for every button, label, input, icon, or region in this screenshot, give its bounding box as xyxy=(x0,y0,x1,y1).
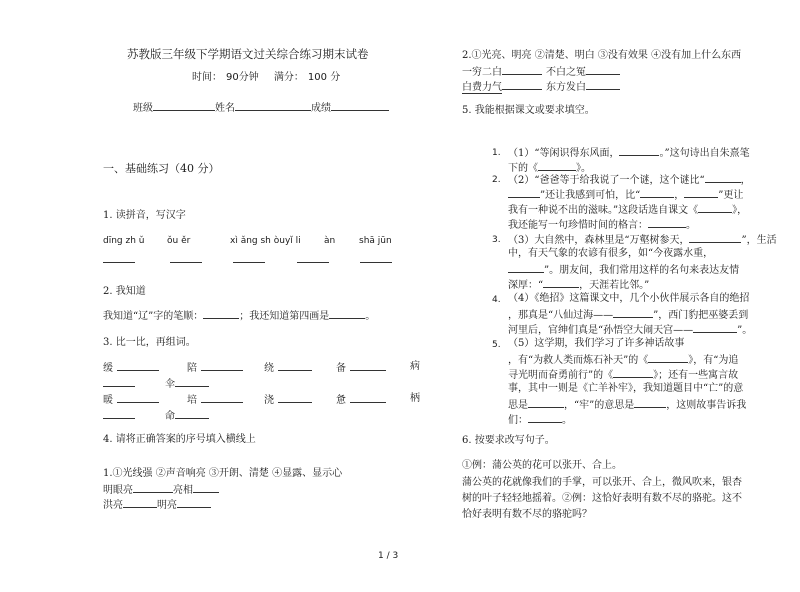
q5-item-5-line-2 xyxy=(508,352,738,367)
question-6-title: 6. 按要求改写句子。 xyxy=(462,435,555,446)
q5-text: ，天涯若比邻。” xyxy=(579,280,650,291)
q3-blank[interactable] xyxy=(350,360,386,371)
q2-blank[interactable] xyxy=(329,308,365,319)
q4-2-line-3 xyxy=(462,79,620,94)
q5-blank[interactable] xyxy=(528,412,562,423)
q3-row-2 xyxy=(336,392,386,407)
pinyin-5: shā jūn xyxy=(359,236,392,246)
score-label: 满分： xyxy=(273,72,304,83)
pinyin-answer-blank[interactable] xyxy=(103,252,135,263)
q3-row-1 xyxy=(187,360,243,375)
q3-char: 伞 xyxy=(165,379,175,390)
q5-item-2-line-2 xyxy=(508,187,743,202)
q4-word: 明亮 xyxy=(157,500,177,511)
q4-options-2: 2.①光亮、明亮 ②清楚、明白 ③没有效果 ④没有加上什么东西 xyxy=(462,50,742,61)
q4-blank[interactable] xyxy=(133,482,173,493)
q3-char: 暖 xyxy=(103,395,113,406)
item-number: 3. xyxy=(492,235,501,245)
q3-row-1 xyxy=(336,360,386,375)
q4-blank[interactable] xyxy=(123,497,157,508)
q5-item-5-line-6 xyxy=(508,412,572,427)
question-1-title: 1. 读拼音，写汉字 xyxy=(103,210,186,221)
q5-item-3-line-1 xyxy=(508,232,777,247)
q5-text: 寻光明而奋勇前行”的《 xyxy=(508,370,614,381)
q3-row-1 xyxy=(103,360,159,375)
q5-text: （1）“等闲识得东风面， xyxy=(508,148,620,159)
q3-blank[interactable] xyxy=(103,376,135,387)
q5-text: ”还让我感到可怕，比“ xyxy=(540,190,641,201)
pinyin-answer-blank[interactable] xyxy=(170,252,202,263)
q5-item-2-line-1 xyxy=(508,172,751,187)
q5-item-2-line-4 xyxy=(508,217,696,232)
q3-char: 陪 xyxy=(187,363,197,374)
q3-blank[interactable] xyxy=(103,408,135,419)
q5-text: （3）大自然中，森林里是“万壑树参天， xyxy=(508,235,690,246)
item-number: 1. xyxy=(492,148,501,158)
q5-text: 们： xyxy=(508,415,528,426)
q5-item-4-line-2 xyxy=(508,307,748,322)
q4-2-blank[interactable] xyxy=(502,79,542,90)
q5-blank[interactable] xyxy=(613,307,653,318)
q5-item-5-line-4: 事，其中一则是《亡羊补牢》，我知道题目中“亡”的意 xyxy=(508,383,744,394)
grade-blank[interactable] xyxy=(331,100,389,111)
q5-text: ”。 xyxy=(737,325,753,336)
student-info-line xyxy=(133,100,389,115)
pinyin-4: àn xyxy=(324,236,336,246)
question-3-title: 3. 比一比，再组词。 xyxy=(103,337,196,348)
q5-blank[interactable] xyxy=(508,262,544,273)
q3-row-2 xyxy=(264,392,312,407)
q4-word: 亮相 xyxy=(173,485,193,496)
question-2-title: 2. 我知道 xyxy=(103,286,146,297)
q5-text: ，那真是“八仙过海—— xyxy=(508,310,614,321)
q5-item-5-line-1: （5）这学期，我们学习了许多神话故事 xyxy=(508,338,685,349)
q3-blank[interactable] xyxy=(278,360,312,371)
class-label: 班级 xyxy=(133,103,153,114)
q3-blank[interactable] xyxy=(350,392,386,403)
q5-text: 。 xyxy=(686,220,696,231)
q4-2-word: 东方发白 xyxy=(546,82,586,93)
q5-text: 》，有“为追 xyxy=(688,355,739,366)
q5-item-5-line-3 xyxy=(508,367,738,382)
page-title: 苏教版三年级下学期语文过关综合练习期末试卷 xyxy=(127,47,369,61)
grade-label: 成绩 xyxy=(311,103,331,114)
pinyin-answer-blank[interactable] xyxy=(233,252,265,263)
q5-text: ”。朋友间，我们常用这样的名句来表达友情 xyxy=(544,265,740,276)
q5-text: ， xyxy=(674,190,685,201)
q3-row-1b xyxy=(103,376,209,391)
q2-text-a: 我知道“辽”字的笔顺： xyxy=(103,311,204,322)
q5-blank[interactable] xyxy=(698,202,732,213)
q3-blank[interactable] xyxy=(278,392,312,403)
q3-char: 病 xyxy=(410,361,420,372)
q2-end: 。 xyxy=(365,311,376,322)
q3-row-1 xyxy=(264,360,312,375)
q5-blank[interactable] xyxy=(538,160,576,171)
q5-item-2-line-3 xyxy=(508,202,747,217)
q5-blank[interactable] xyxy=(705,172,741,183)
q3-row-2 xyxy=(103,392,159,407)
q5-text: ，这则故事告诉我 xyxy=(666,400,747,411)
q3-blank[interactable] xyxy=(175,376,209,387)
question-5-title: 5. 我能根据课文或要求填空。 xyxy=(462,105,595,116)
pinyin-answer-row xyxy=(103,252,392,267)
q4-blank[interactable] xyxy=(193,482,219,493)
q3-char: 命 xyxy=(165,411,175,422)
q4-2-blank[interactable] xyxy=(586,79,620,90)
q3-char: 浇 xyxy=(264,395,274,406)
q4-line-3 xyxy=(103,497,211,512)
q5-text: 。 xyxy=(562,415,572,426)
pinyin-1: dīng zh ǔ xyxy=(103,236,145,246)
q5-text: ”，西门豹把巫婆丢到 xyxy=(653,310,749,321)
q4-2-blank[interactable] xyxy=(586,64,620,75)
pinyin-3: xì ǎng sh òuyǐ li xyxy=(230,236,301,246)
q5-text: 思是 xyxy=(508,400,528,411)
q6-paragraph-line: 蒲公英的花就像我们的手掌，可以张开、合上，微风吹来，银杏 xyxy=(462,477,742,488)
q4-2-word: 白费力气 xyxy=(462,82,502,93)
page-number: 1 / 3 xyxy=(378,551,399,561)
q6-example: ①例：蒲公英的花可以张开、合上。 xyxy=(462,460,622,471)
exam-time-info xyxy=(192,71,340,84)
q5-text: ，“牢”的意思是 xyxy=(564,400,635,411)
q5-text: ， xyxy=(740,175,751,186)
q5-text: （2）“爸爸等于给我说了一个谜，这个谜比“ xyxy=(508,175,705,186)
q5-text: 我有一种说不出的滋味。”这段话选自课文《 xyxy=(508,205,699,216)
q4-2-blank[interactable] xyxy=(502,64,542,75)
q5-blank[interactable] xyxy=(543,277,579,288)
pinyin-answer-blank[interactable] xyxy=(297,252,329,263)
q3-row-2 xyxy=(187,392,243,407)
q5-blank[interactable] xyxy=(613,367,653,378)
q3-char: 缓 xyxy=(103,363,113,374)
score-value: 100 分 xyxy=(307,72,341,83)
time-label: 时间： xyxy=(192,72,222,83)
pinyin-answer-blank[interactable] xyxy=(360,252,392,263)
q5-text: 》。 xyxy=(576,163,591,174)
q4-2-line-2 xyxy=(462,64,620,79)
q3-blank[interactable] xyxy=(117,360,159,371)
question-2-text xyxy=(103,308,375,323)
q6-paragraph-line: 恰好表明有数不尽的骆驼吗？ xyxy=(462,509,592,520)
q4-line-2 xyxy=(103,482,219,497)
q3-blank[interactable] xyxy=(201,392,243,403)
q5-blank[interactable] xyxy=(693,322,737,333)
q5-blank[interactable] xyxy=(648,352,688,363)
q5-blank[interactable] xyxy=(619,145,659,156)
q4-word: 明眼亮 xyxy=(103,485,133,496)
q5-item-4-line-3 xyxy=(508,322,752,337)
q5-item-3-line-2: 中，有天气象的农谚有很多，如“今夜露水重， xyxy=(508,248,714,259)
pinyin-2: ǒu ěr xyxy=(167,236,191,246)
q4-options-1: 1.①光线强 ②声音响亮 ③开朗、清楚 ④显露、显示心 xyxy=(103,468,343,479)
item-number: 4. xyxy=(492,295,501,305)
q5-item-3-line-4 xyxy=(508,277,649,292)
q4-blank[interactable] xyxy=(177,497,211,508)
q5-blank[interactable] xyxy=(648,217,686,228)
q5-item-4-line-1: （4）《绝招》这篇课文中，几个小伙伴展示各自的绝招 xyxy=(508,293,750,304)
q5-blank[interactable] xyxy=(640,187,674,198)
q5-text: ，有“为救人类而炼石补天”的《 xyxy=(508,355,649,366)
q3-blank[interactable] xyxy=(117,392,159,403)
q5-blank[interactable] xyxy=(689,232,741,243)
q4-word: 洪亮 xyxy=(103,500,123,511)
q5-text: ”，生活 xyxy=(741,235,777,246)
q5-blank[interactable] xyxy=(508,187,540,198)
question-4-title: 4. 请将正确答案的序号填入横线上 xyxy=(103,434,256,445)
q4-2-word: 一穷二白 xyxy=(462,67,502,78)
q3-blank[interactable] xyxy=(175,408,209,419)
q5-text: 深厚：“ xyxy=(508,280,544,291)
q4-2-word: 不白之冤 xyxy=(546,67,586,78)
q5-text: 》；还有一些寓言故 xyxy=(653,370,739,381)
q5-blank[interactable] xyxy=(634,397,666,408)
q5-text: 下的《 xyxy=(508,163,538,174)
q5-text: 》， xyxy=(732,205,748,216)
name-blank[interactable] xyxy=(235,100,311,111)
q5-blank[interactable] xyxy=(528,397,564,408)
q5-text: 河里后，官绅们真是“孙悟空大闹天宫—— xyxy=(508,325,694,336)
q5-item-5-line-5 xyxy=(508,397,746,412)
q3-char: 惫 xyxy=(336,395,346,406)
class-blank[interactable] xyxy=(153,100,215,111)
q2-text-b: ；我还知道第四画是 xyxy=(239,311,330,322)
q5-text: 。”这句诗出自朱熹笔 xyxy=(659,148,750,159)
section-title: 一、基础练习（40 分） xyxy=(103,162,220,175)
q3-char: 备 xyxy=(336,363,346,374)
name-label: 姓名 xyxy=(215,103,235,114)
q3-blank[interactable] xyxy=(201,360,243,371)
q2-blank[interactable] xyxy=(203,308,239,319)
q5-blank[interactable] xyxy=(684,187,718,198)
q3-char: 培 xyxy=(187,395,197,406)
item-number: 5. xyxy=(492,340,501,350)
q3-row-2b xyxy=(103,408,209,423)
q6-paragraph-line: 树的叶子轻轻地摇着。②例：这恰好表明有数不尽的骆驼。这不 xyxy=(462,493,742,504)
item-number: 2. xyxy=(492,175,501,185)
q3-char: 柄 xyxy=(410,393,420,404)
q3-char: 绕 xyxy=(264,363,274,374)
q5-item-3-line-3 xyxy=(508,262,739,277)
time-value: 90分钟 xyxy=(226,72,259,83)
q5-text: 我还能写一句珍惜时间的格言： xyxy=(508,220,648,231)
q5-text: ”更让 xyxy=(718,190,744,201)
q5-item-1-line-1 xyxy=(508,145,750,160)
